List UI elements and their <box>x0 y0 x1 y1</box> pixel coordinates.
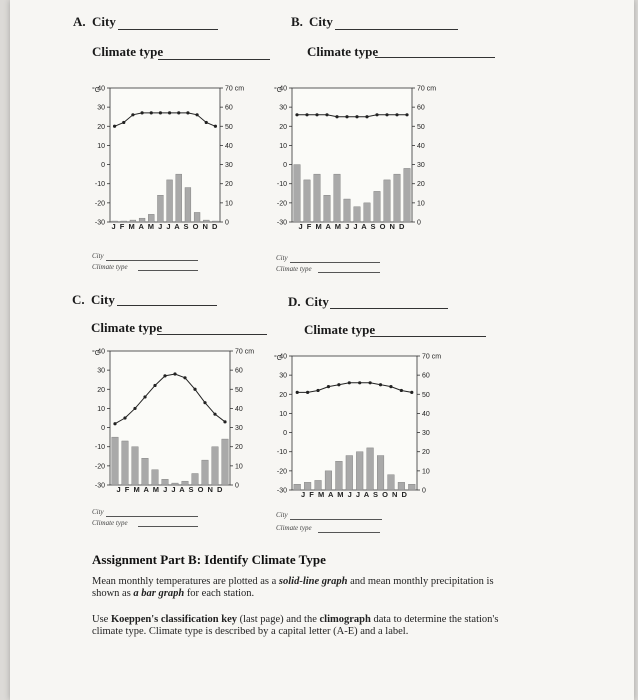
temperature-point <box>369 381 372 384</box>
temperature-point <box>193 388 196 391</box>
temperature-point <box>327 385 330 388</box>
precip-bar <box>367 448 374 490</box>
precip-tick-label: 20 <box>225 181 233 189</box>
station-d-climate-line <box>370 336 486 337</box>
station-b-letter: B. <box>291 14 303 29</box>
temperature-point <box>173 372 176 375</box>
precip-tick-label: 10 <box>422 468 430 476</box>
temp-tick-label: -20 <box>276 468 287 476</box>
precip-tick-label: 30 <box>235 425 243 433</box>
temp-tick-label: -10 <box>94 444 105 452</box>
p2-text-e: data to determine the station's climate type. Climate type is described by a capital letter (A-E) and a label. <box>92 614 499 637</box>
temperature-point <box>150 111 153 114</box>
precip-bar <box>222 439 228 485</box>
temperature-point <box>365 115 368 118</box>
temperature-point <box>186 111 189 114</box>
station-a-climate-line <box>158 59 270 60</box>
p1-text-e: for each station. <box>184 588 255 599</box>
station-a-city-line <box>118 29 218 30</box>
temp-tick-label: -30 <box>94 482 105 490</box>
temp-tick-label: 30 <box>279 104 287 112</box>
station-a-small-city-line <box>106 260 198 261</box>
temperature-point <box>315 113 318 116</box>
precip-tick-label: 30 <box>422 430 430 438</box>
precip-bar <box>394 174 400 222</box>
temp-unit-label: °C <box>274 355 282 362</box>
precip-tick-label: 10 <box>417 200 425 208</box>
station-c-small-city-line <box>106 516 198 517</box>
station-d-small-climate: Climate type <box>276 524 312 532</box>
temperature-point <box>306 391 309 394</box>
temperature-point <box>159 111 162 114</box>
station-d-small-climate-line <box>318 532 380 533</box>
precip-tick-label: 40 <box>422 410 430 418</box>
temp-tick-label: 40 <box>279 85 287 93</box>
precip-tick-label: 20 <box>422 449 430 457</box>
temperature-point <box>213 413 216 416</box>
temp-tick-label: -30 <box>276 487 287 495</box>
precip-bar <box>176 174 182 222</box>
precip-tick-label: 60 <box>225 104 233 112</box>
precip-bar <box>132 447 138 485</box>
precip-tick-label: 0 <box>235 482 239 490</box>
station-d-city-label: City <box>305 294 329 309</box>
temp-tick-label: -10 <box>276 449 287 457</box>
station-a-small-climate: Climate type <box>92 263 128 271</box>
temp-tick-label: 10 <box>97 142 105 150</box>
precip-bar <box>304 482 311 490</box>
precip-bar <box>346 456 353 490</box>
station-b-small-climate: Climate type <box>276 265 312 273</box>
temp-tick-label: 30 <box>97 104 105 112</box>
p2-emphasis-key: Koeppen's classification key <box>110 614 237 625</box>
temperature-point <box>140 111 143 114</box>
climograph-d <box>262 350 457 510</box>
precip-bar <box>202 460 208 485</box>
temperature-point <box>113 125 116 128</box>
station-b-small-city: City <box>276 254 288 262</box>
temperature-point <box>395 113 398 116</box>
precip-bar <box>324 195 330 222</box>
temp-tick-label: 20 <box>279 123 287 131</box>
temperature-point <box>122 121 125 124</box>
temperature-point <box>214 125 217 128</box>
precip-tick-label: 70 cm <box>235 348 255 356</box>
temperature-point <box>153 384 156 387</box>
temperature-point <box>223 420 226 423</box>
p1-text-a: Mean monthly temperatures are plotted as a <box>92 576 279 587</box>
station-b-climate-label: Climate type <box>307 44 379 59</box>
precip-tick-label: 60 <box>235 367 243 375</box>
temperature-point <box>183 376 186 379</box>
temperature-point <box>325 113 328 116</box>
precip-bar <box>294 484 301 490</box>
station-d-climate-label: Climate type <box>304 322 376 337</box>
temp-tick-label: -30 <box>94 219 105 227</box>
station-c-small-city: City <box>92 508 104 516</box>
precip-bar <box>194 212 200 222</box>
station-a-small-city: City <box>92 252 104 260</box>
station-c-city-label: City <box>91 292 115 307</box>
station-c-small-climate-line <box>138 526 198 527</box>
precip-tick-label: 0 <box>225 219 229 227</box>
plot-frame <box>110 88 220 222</box>
station-a-city-label: City <box>92 14 116 29</box>
precip-bar <box>336 461 343 490</box>
precip-bar <box>356 452 363 490</box>
temp-tick-label: -20 <box>94 463 105 471</box>
precip-bar <box>388 475 395 490</box>
p2-text-c: (last page) and the <box>236 614 320 625</box>
station-d-small-city-line <box>290 519 382 520</box>
precip-tick-label: 40 <box>417 142 425 150</box>
assignment-paragraph-1 <box>92 576 512 600</box>
precip-bar <box>398 482 405 490</box>
precip-bar <box>344 199 350 222</box>
precip-tick-label: 70 cm <box>422 353 442 361</box>
precip-tick-label: 50 <box>417 123 425 131</box>
temp-tick-label: -30 <box>276 219 287 227</box>
station-d-city-line <box>330 308 448 309</box>
p2-text-a: Use <box>92 614 111 625</box>
temp-tick-label: 0 <box>101 162 105 170</box>
precip-bar <box>364 203 370 222</box>
precip-bar <box>304 180 310 222</box>
precip-tick-label: 70 cm <box>417 85 437 93</box>
precip-tick-label: 10 <box>225 200 233 208</box>
station-c-climate-line <box>157 334 267 335</box>
temperature-point <box>177 111 180 114</box>
temp-unit-label: °C <box>92 87 100 94</box>
temperature-point <box>375 113 378 116</box>
station-c-letter: C. <box>72 292 85 307</box>
precip-bar <box>157 195 163 222</box>
precip-bar <box>384 180 390 222</box>
temperature-point <box>337 383 340 386</box>
precip-bar <box>142 458 148 485</box>
station-b-climate-line <box>375 57 495 58</box>
precip-bar <box>294 165 300 222</box>
temperature-point <box>410 391 413 394</box>
precip-tick-label: 40 <box>225 142 233 150</box>
station-a-small-climate-line <box>138 270 198 271</box>
temperature-point <box>348 381 351 384</box>
p1-emphasis-bar: a bar graph <box>133 588 185 599</box>
temp-unit-label: °C <box>92 350 100 357</box>
temperature-point <box>316 389 319 392</box>
precip-bar <box>212 447 218 485</box>
precip-tick-label: 10 <box>235 463 243 471</box>
month-labels: J F M A M J J A S O N D <box>298 222 406 231</box>
temperature-point <box>113 422 116 425</box>
precip-tick-label: 60 <box>422 372 430 380</box>
temp-tick-label: 0 <box>283 430 287 438</box>
precip-bar <box>185 188 191 222</box>
precip-bar <box>374 191 380 222</box>
temp-tick-label: -20 <box>94 200 105 208</box>
precip-tick-label: 20 <box>417 181 425 189</box>
precip-tick-label: 0 <box>422 487 426 495</box>
temperature-point <box>131 113 134 116</box>
station-b-city-label: City <box>309 14 333 29</box>
temp-tick-label: 20 <box>279 391 287 399</box>
temp-tick-label: 10 <box>279 410 287 418</box>
precip-bar <box>152 470 158 485</box>
station-c-climate-label: Climate type <box>91 320 163 335</box>
temp-tick-label: 30 <box>97 367 105 375</box>
temperature-point <box>385 113 388 116</box>
precip-bar <box>314 174 320 222</box>
precip-tick-label: 60 <box>417 104 425 112</box>
temp-tick-label: 40 <box>97 85 105 93</box>
station-b-city-line <box>335 29 458 30</box>
temp-tick-label: 30 <box>279 372 287 380</box>
temperature-point <box>405 113 408 116</box>
precip-bar <box>112 437 118 485</box>
temperature-point <box>168 111 171 114</box>
assignment-title: Assignment Part B: Identify Climate Type <box>92 552 326 567</box>
precip-tick-label: 30 <box>225 162 233 170</box>
p2-emphasis-climograph: climograph <box>319 614 371 625</box>
temperature-point <box>195 113 198 116</box>
station-c-city-line <box>117 305 217 306</box>
temperature-point <box>133 407 136 410</box>
station-b-small-climate-line <box>318 272 380 273</box>
station-d-small-city: City <box>276 511 288 519</box>
temperature-point <box>295 113 298 116</box>
plot-frame <box>292 356 417 490</box>
p1-text-c: and mean monthly precipitation is shown as <box>92 576 494 599</box>
temp-tick-label: 10 <box>279 142 287 150</box>
temperature-point <box>123 416 126 419</box>
precip-tick-label: 0 <box>417 219 421 227</box>
precip-bar <box>192 474 198 485</box>
precip-tick-label: 50 <box>235 386 243 394</box>
assignment-paragraph-2 <box>92 614 512 638</box>
temperature-point <box>358 381 361 384</box>
precip-bar <box>167 180 173 222</box>
month-labels: J F M A M J J A S O N D <box>116 485 224 494</box>
precip-bar <box>408 484 415 490</box>
station-b-small-city-line <box>290 262 380 263</box>
climograph-a <box>80 82 260 237</box>
temp-tick-label: 20 <box>97 386 105 394</box>
temp-tick-label: -10 <box>276 181 287 189</box>
precip-bar <box>334 174 340 222</box>
precip-bar <box>377 456 384 490</box>
precip-bar <box>354 207 360 222</box>
temperature-point <box>400 389 403 392</box>
precip-tick-label: 30 <box>417 162 425 170</box>
temp-tick-label: 10 <box>97 405 105 413</box>
station-c-small-climate: Climate type <box>92 519 128 527</box>
temperature-point <box>296 391 299 394</box>
climograph-c <box>80 345 270 505</box>
precip-tick-label: 70 cm <box>225 85 245 93</box>
temp-tick-label: 40 <box>279 353 287 361</box>
temperature-point <box>203 401 206 404</box>
p1-emphasis-line: solid-line graph <box>278 576 348 587</box>
station-a-climate-label: Climate type <box>92 44 164 59</box>
station-a-letter: A. <box>73 14 86 29</box>
temperature-point <box>143 395 146 398</box>
precip-bar <box>148 214 154 222</box>
temperature-point <box>355 115 358 118</box>
station-d-letter: D. <box>288 294 301 309</box>
temperature-point <box>345 115 348 118</box>
precip-tick-label: 50 <box>422 391 430 399</box>
temp-tick-label: -20 <box>276 200 287 208</box>
temperature-point <box>335 115 338 118</box>
temperature-point <box>305 113 308 116</box>
month-labels: J F M A M J J A S O N D <box>301 490 408 499</box>
temperature-point <box>379 383 382 386</box>
precip-bar <box>325 471 332 490</box>
precip-tick-label: 40 <box>235 405 243 413</box>
precip-tick-label: 50 <box>225 123 233 131</box>
precip-tick-label: 20 <box>235 444 243 452</box>
temperature-point <box>205 121 208 124</box>
precip-bar <box>315 480 322 490</box>
temp-tick-label: 20 <box>97 123 105 131</box>
temperature-point <box>389 385 392 388</box>
temp-tick-label: 0 <box>283 162 287 170</box>
month-labels: J F M A M J J A S O N D <box>111 222 219 231</box>
temp-tick-label: -10 <box>94 181 105 189</box>
climograph-b <box>262 82 452 247</box>
temp-unit-label: °C <box>274 87 282 94</box>
temp-tick-label: 40 <box>97 348 105 356</box>
temp-tick-label: 0 <box>101 425 105 433</box>
temperature-point <box>163 374 166 377</box>
precip-bar <box>122 441 128 485</box>
precip-bar <box>404 168 410 222</box>
